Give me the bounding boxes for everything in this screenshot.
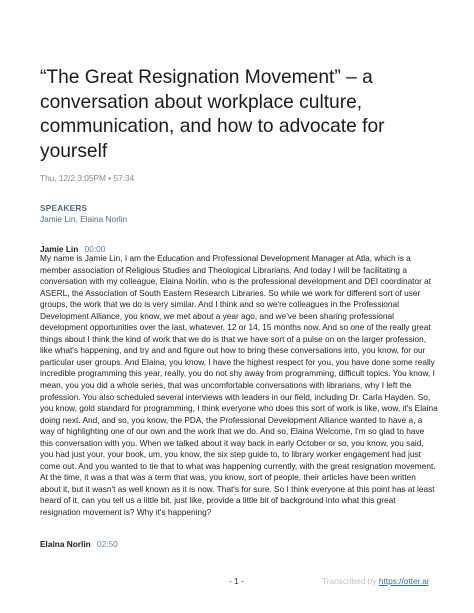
- segment-timestamp[interactable]: 02:50: [97, 539, 118, 549]
- speakers-list: Jamie Lin, Elaina Norlin: [40, 214, 128, 224]
- otter-link[interactable]: https://otter.ai: [378, 576, 429, 586]
- transcribed-by-label: Transcribed by: [322, 576, 377, 586]
- speaker-name: Elaina Norlin: [40, 539, 91, 549]
- speaker-header: [40, 539, 118, 549]
- page-number: - 1 -: [229, 576, 244, 586]
- transcribed-by-credit: [322, 576, 429, 586]
- meeting-date-duration: Thu, 12/2 3:05PM • 57:34: [40, 173, 135, 183]
- transcript-paragraph: My name is Jamie Lin, I am the Education and Professional Development Manager at Atla, which is a member association of Religious Studies and Theological Librarians. And today I will be facilitating a conversation with my colleague, Elaina Norlin, who is the professional development and DEI coordinator at ASERL, the Association of South Eastern Research Libraries. So while we work for different sort of user groups, the work that we do is very similar. And I think and so we're colleagues in the Professional Development Alliance, you know, we met about a year ago, and we've been sharing professional development opportunities over the last, whatever, 12 or 14, 15 months now. And so one of the really great things about I think the kind of work that we do is that we have sort of a pulse on on the larger profession, like what's happening, and try and and figure out how to bring these conversations into, you know, for our particular user groups. And Elaina, you know, I have the highest respect for you, you have done some really incredible programming this year, really, you do not shy away from programming, difficult topics. You know, I mean, you you did a whole series, that was uncomfortable conversations with librarians, why I left the profession. You also scheduled several interviews with leaders in our field, including Dr. Carla Hayden. So, you know, gold standard for programming, I think everyone who does this sort of work is like, wow, it's Elaina doing next. And, and so, you know, the PDA, the Professional Development Alliance wanted to have a, a way of highlighting one of our own and the work that we do. And so, Elaina Welcome, I'm so glad to have this conversation with you. When we talked about it way back in early October or so, you know, you said, you had just your, your book, um, you know, the six step guide to, to library worker engagement had just come out. And you wanted to tie that to what was happening currently, with the great resignation movement. At the time, it was a that was a term that was, you know, sort of people, their articles have been written about it, but it wasn't as well known as it is now. That's for sure. So I think everyone at this point has at least heard of it, can you tell us a little bit, just like, provide a little bit of background into what this great resignation movement is? Why it's happening?: [40, 253, 438, 518]
- document-title: “The Great Resignation Movement” – a conversation about workplace culture, communication, and how to advocate for yourself: [40, 67, 385, 162]
- segment-timestamp[interactable]: 00:00: [84, 244, 106, 254]
- speakers-heading: SPEAKERS: [40, 203, 88, 213]
- speaker-name: Jamie Lin: [40, 244, 79, 254]
